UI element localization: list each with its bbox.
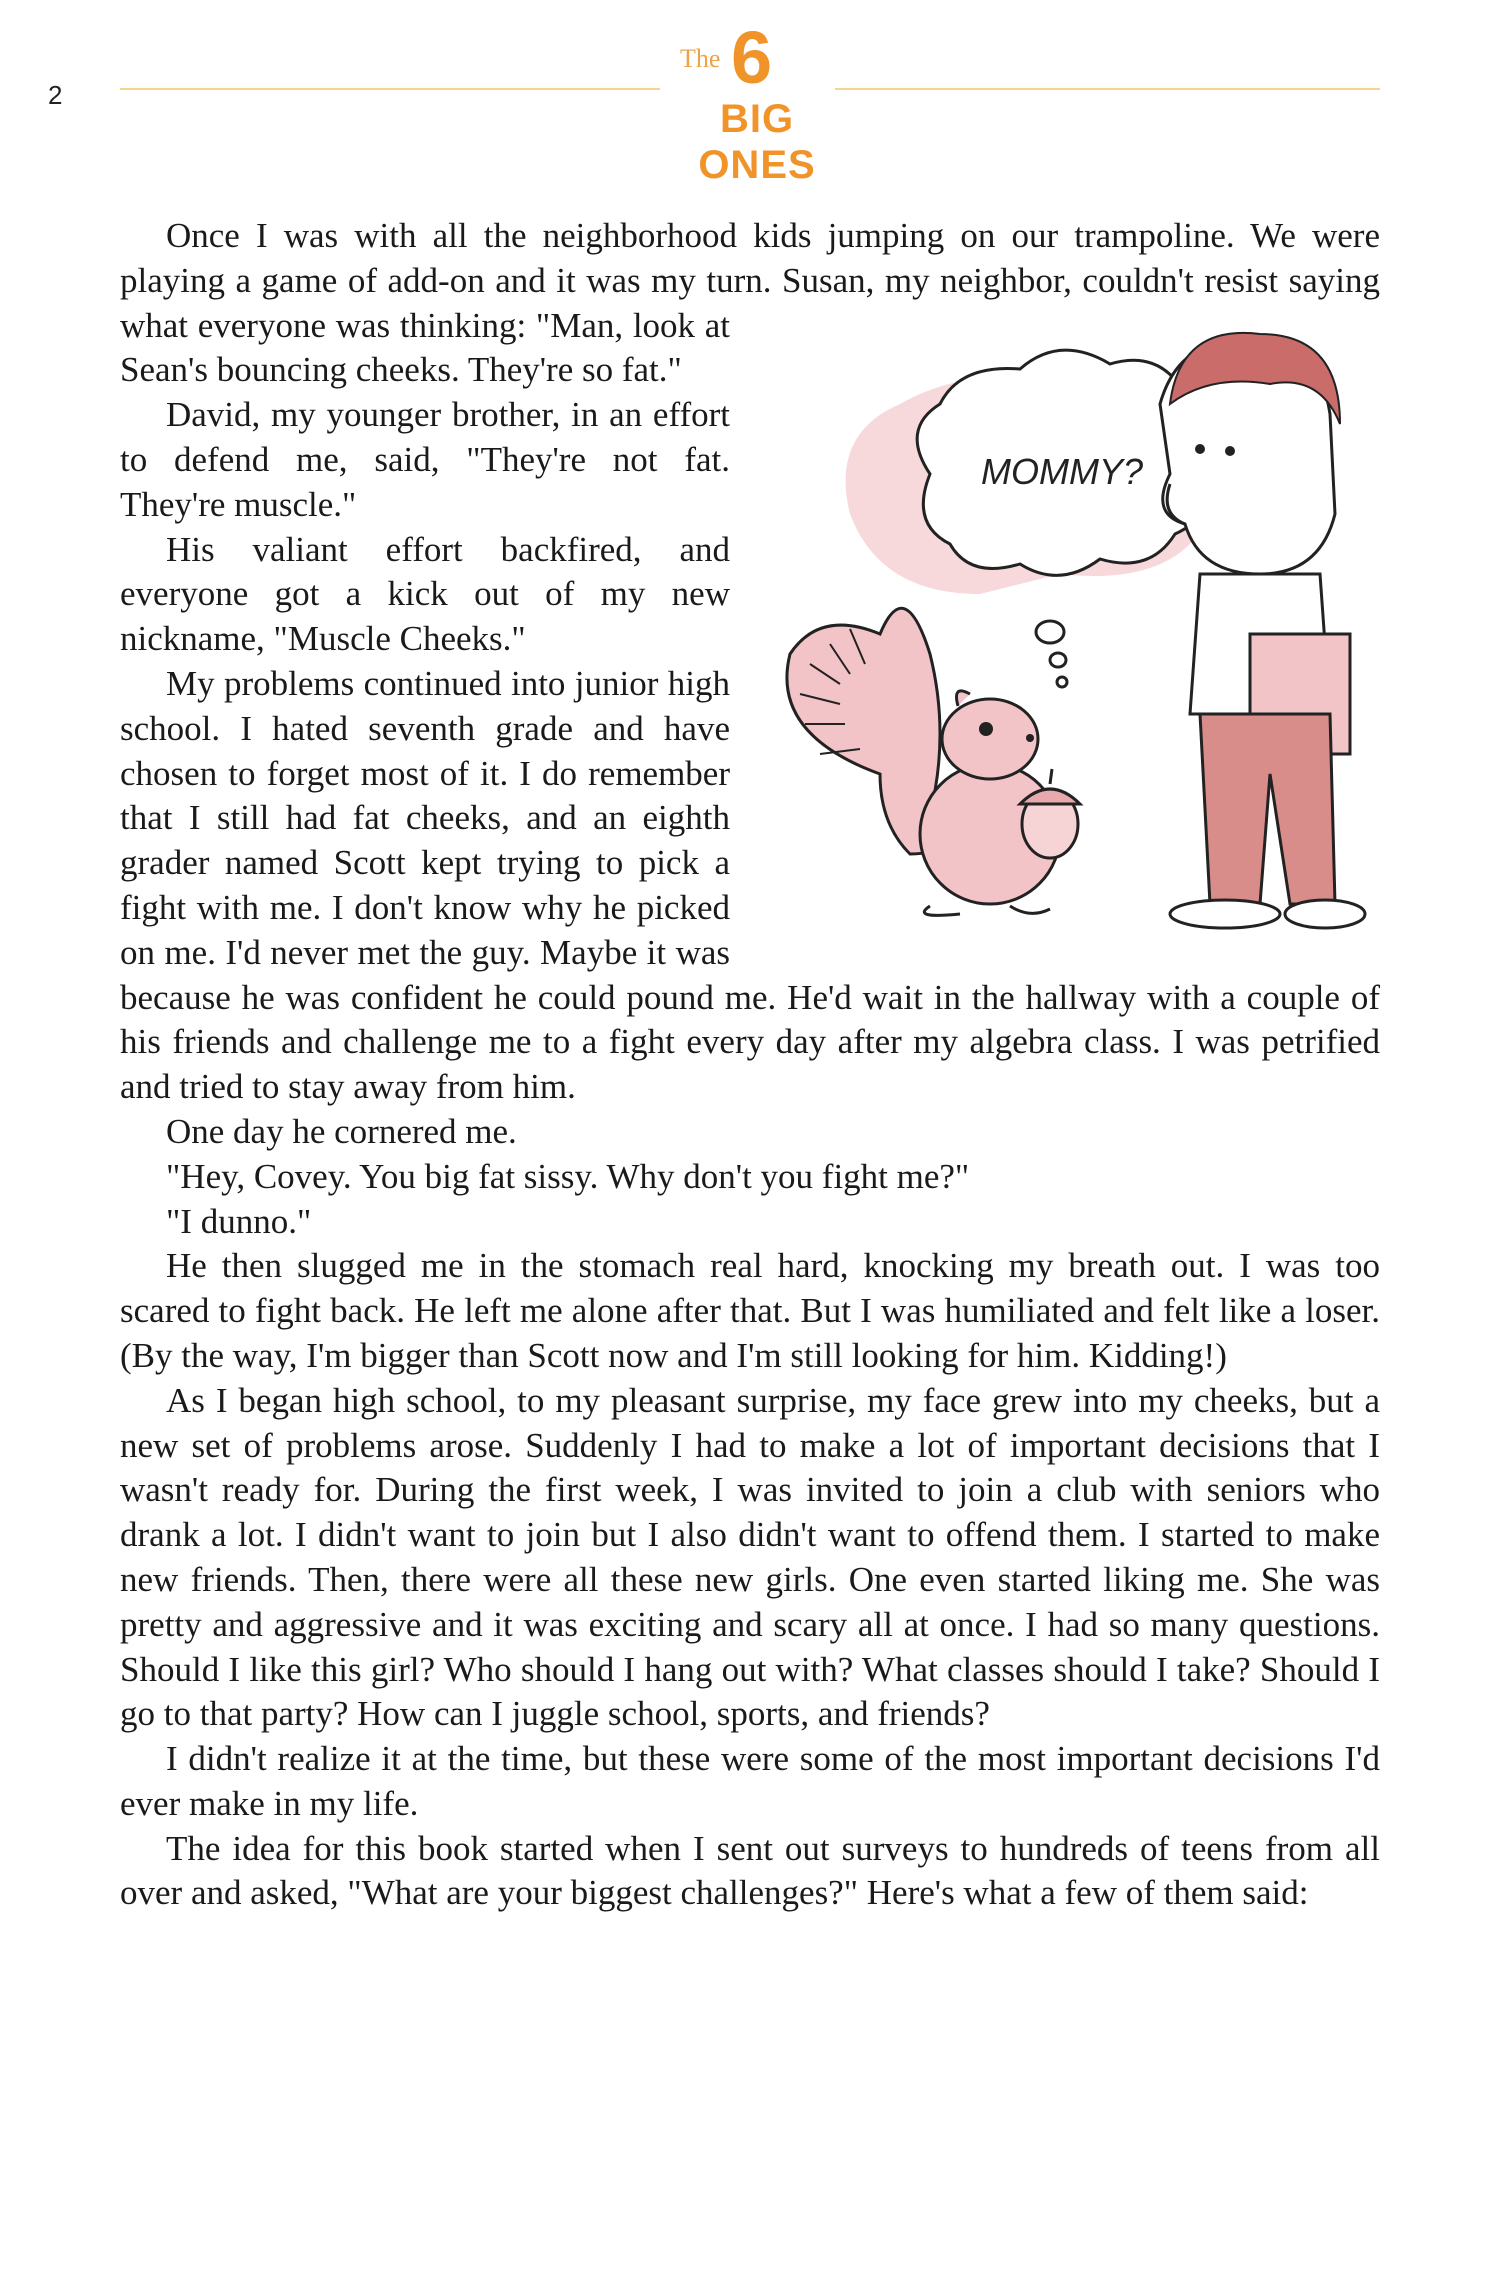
paragraph: One day he cornered me.: [166, 1111, 517, 1151]
cartoon-svg: [730, 214, 1380, 949]
paragraph: "I dunno.": [166, 1201, 312, 1241]
logo-six: 6: [731, 16, 773, 99]
logo-the: The: [680, 44, 721, 73]
paragraph: As I began high school, to my pleasant surprise, my face grew into my cheeks, but a new set of problems arose. Suddenly I had to make a lot of important decisions that I wasn't ready for. During the first week, I was invited to join a club with seniors who drank a lot. I didn't want to join but I also didn't want to offend them. I started to make new friends. Then, there were all these new girls. One even started liking me. She was pretty and aggressive and it was exciting and scary all at once. I had so many questions. Should I like this girl? Who should I hang out with? What classes should I take? Should I go to that party? How can I juggle school, sports, and friends?: [120, 1380, 1380, 1734]
cartoon-illustration: [730, 214, 1380, 949]
header-rule-left: [120, 88, 660, 90]
paragraph: Once I was with all the neighborhood kids jumping on our trampoline. We were playing a game of add-on and it was my turn. Susan, my neighbor, couldn't resist saying what everyone was thinking: "Man, look at Sean's bouncing cheeks. They're so fat.": [120, 216, 1380, 390]
body-text: [120, 214, 1380, 1916]
logo-big-ones: BIG ONES: [698, 97, 816, 187]
thought-bubble-text: MOMMY?: [981, 451, 1143, 492]
paragraph: He then slugged me in the stomach real hard, knocking my breath out. I was too scared to fight back. He left me alone after that. But I was humiliated and felt like a loser. (By the way, I'm bigger than Scott now and I'm still looking for him. Kidding!): [120, 1246, 1380, 1375]
paragraph: David, my younger brother, in an effort to defend me, said, "They're not fat. They're muscle.": [120, 395, 730, 524]
boy-icon: [1160, 333, 1365, 928]
squirrel-icon: [787, 608, 1060, 915]
paragraph: His valiant effort backfired, and everyone got a kick out of my new nickname, "Muscle Cheeks.": [120, 529, 730, 659]
header-rule-right: [835, 88, 1380, 90]
book-logo: [668, 16, 828, 187]
paragraph: My problems continued into junior high school. I hated seventh grade and have chosen to forget most of it. I do remember that I still had fat cheeks, and an eighth grader named Scott kept trying to pick a fight with me. I don't know why he picked on me. I'd never met the guy. Maybe it was because he was confident he could pound me. He'd wait in the hallway with a couple of his friends and challenge me to a fight every day after my algebra class. I was petrified and tried to stay away from him.: [120, 663, 1380, 1107]
page-number: 2: [48, 80, 63, 110]
paragraph: "Hey, Covey. You big fat sissy. Why don't you fight me?": [166, 1156, 970, 1196]
paragraph: I didn't realize it at the time, but these were some of the most important decisions I'd ever make in my life.: [120, 1739, 1380, 1823]
paragraph: The idea for this book started when I sent out surveys to hundreds of teens from all over and asked, "What are your biggest challenges?" Here's what a few of them said:: [120, 1828, 1380, 1913]
